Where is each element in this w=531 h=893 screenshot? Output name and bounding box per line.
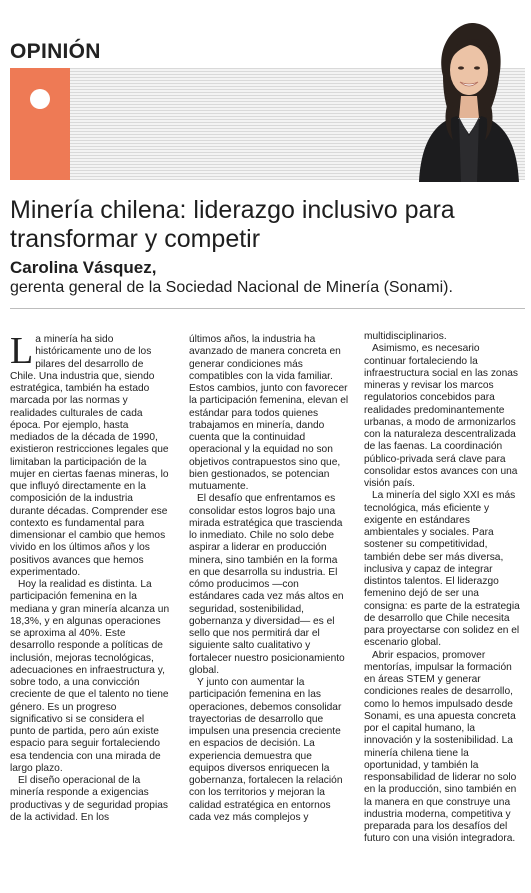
article-paragraph: multidisciplinarios. bbox=[364, 331, 447, 342]
article-paragraph: Asimismo, es necesario continuar fortaleciendo la infraestructura social en las zonas mineras y revisar los marcos regulatorios concebidos para realidades predominantemente urbanas, a modo de armonizarlos con la naturaleza descentralizada de las faenas. La coordinación público-privada será clave para consolidar estos avances con una visión país. bbox=[364, 343, 519, 489]
section-label: OPINIÓN bbox=[10, 40, 101, 63]
article-paragraph: El diseño operacional de la minería responde a exigencias productivas y de seguridad propias de la actividad. En los bbox=[10, 775, 169, 823]
article-column-3 bbox=[364, 331, 524, 846]
article-paragraph: Y junto con aumentar la participación femenina en las operaciones, debemos consolidar trayectorias de desarrollo que impulsen una presencia creciente en espacios de decisión. La experiencia demuestra que equipos diversos enriquecen la gobernanza, fortalecen la relación con los territorios y mejoran la calidad estratégica en entornos cada vez más complejos y bbox=[189, 677, 343, 823]
header-divider bbox=[10, 308, 525, 309]
headline: Minería chilena: liderazgo inclusivo para transformar y competir bbox=[10, 196, 455, 253]
article-paragraph: El desafío que enfrentamos es consolidar estos logros bajo una mirada estratégica que trascienda lo inmediato. Chile no solo debe aspirar a liderar en producción minera, sino también en la forma en que desarrolla su industria. El cómo producimos —con estándares cada vez más altos en seguridad, sostenibilidad, gobernanza y diversidad— es el sello que nos permitirá dar el siguiente salto cualitativo y fortalecer nuestro posicionamiento global. bbox=[189, 493, 345, 676]
author-role: gerenta general de la Sociedad Nacional de Minería (Sonami). bbox=[10, 279, 453, 296]
article-column-2 bbox=[189, 334, 349, 824]
article-paragraph: Hoy la realidad es distinta. La participación femenina en la mediana y gran minería alcanza un 18,3%, y en algunas operaciones se aproxima al 40%. Este desarrollo responde a políticas de inclusión, mejoras tecnológicas, adecuaciones en infraestructura y, sobre todo, a una convicción creciente de que el talento no tiene género. Es un progreso significativo si se considera el punto de partida, pero aún existe espacio para seguir fortaleciendo esa tendencia con una mirada de largo plazo. bbox=[10, 579, 170, 774]
article-paragraph bbox=[10, 330, 170, 579]
article-column-1 bbox=[10, 330, 170, 824]
author-name: Carolina Vásquez, bbox=[10, 258, 157, 277]
accent-dot-icon bbox=[30, 89, 50, 109]
article-paragraph: últimos años, la industria ha avanzado de manera concreta en generar condiciones más compatibles con la vida familiar. Estos cambios, junto con favorecer la participación femenina, elevan el estándar para todos quienes trabajamos en minería, dando cuenta que la continuidad operacional y la equidad no son objetivos contrapuestos sino que, bien gestionados, se potencian mutuamente. bbox=[189, 334, 349, 492]
author-portrait bbox=[405, 14, 525, 182]
drop-cap: L bbox=[10, 330, 34, 372]
article-paragraph: Abrir espacios, promover mentorías, impulsar la formación en áreas STEM y generar condiciones reales de desarrollo, como lo hemos impulsado desde Sonami, es una apuesta concreta por el capital humano, la innovación y la sostenibilidad. La minería chilena tiene la oportunidad, y también la responsabilidad de liderar no solo en la producción, sino también en la manera en que construye una industria moderna, competitiva y preparada para los desafíos del futuro con una visión integradora. bbox=[364, 649, 517, 845]
paragraph-text: a minería ha sido históricamente uno de los pilares del desarrollo de Chile. Una industria que, siendo estratégica, también ha estado marcada por las normas y realidades culturales de cada época. Por ejemplo, hasta mediados de la década de 1990, existieron restricciones legales que limitaban la participación de la mujer en ciertas faenas mineras, lo que influyó directamente en la composición de la industria durante décadas. Comprender ese contexto es fundamental para dimensionar el cambio que hemos vivido en los últimos años y los positivos avances que hemos experimentado. bbox=[10, 334, 169, 578]
article-paragraph: La minería del siglo XXI es más tecnológica, más eficiente y exigente en estándares ambientales y sociales. Para sostener su competitividad, también debe ser más diversa, inclusiva y capaz de integrar distintos talentos. El liderazgo femenino dejó de ser una consigna: es parte de la estrategia de desarrollo que Chile necesita para proyectarse con solidez en el escenario global. bbox=[364, 490, 520, 649]
header-accent-block bbox=[10, 68, 70, 180]
